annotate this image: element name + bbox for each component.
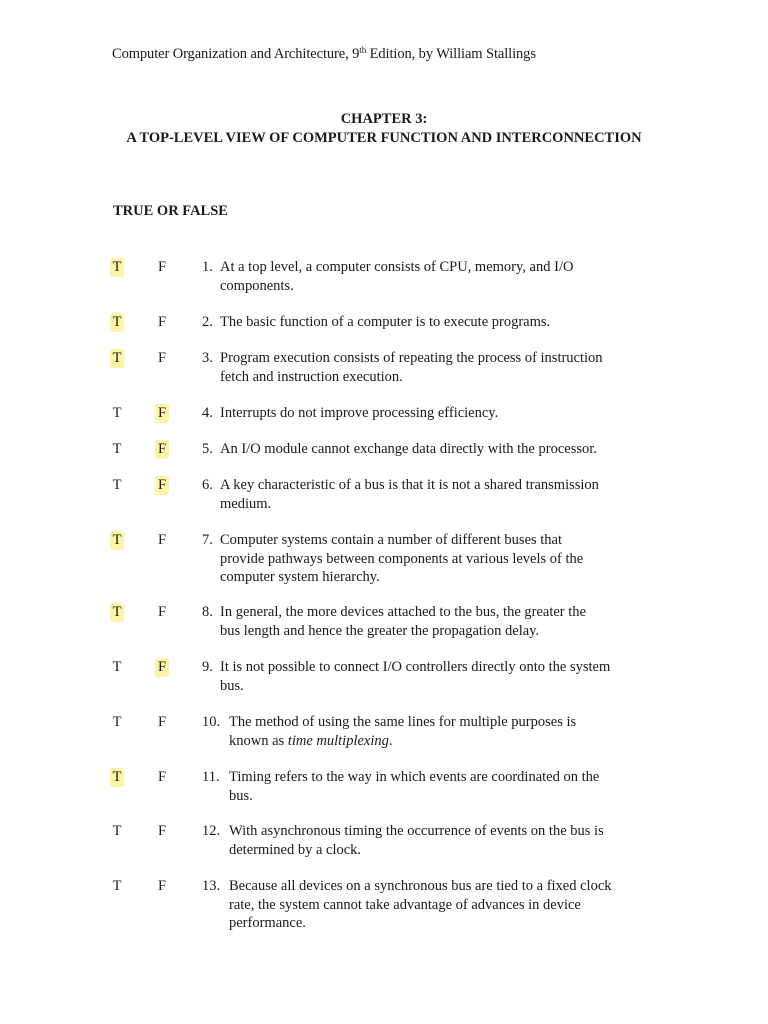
question-text [220, 313, 660, 332]
question-line-text: Timing refers to the way in which events are coordinated on the [229, 769, 600, 785]
question-line [220, 677, 660, 696]
chapter-number: CHAPTER 3: [340, 111, 428, 127]
question-line-text: rate, the system cannot take advantage of advances in device [229, 896, 581, 913]
question-line-text: Interrupts do not improve processing efficiency. [220, 405, 499, 421]
section-title: TRUE OR FALSE [113, 203, 228, 219]
question-line [220, 568, 660, 587]
question-line-text: bus. [229, 787, 253, 804]
question-line [220, 313, 660, 332]
question-line-text: determined by a clock. [229, 841, 362, 858]
question-line-text: Computer systems contain a number of different buses that [220, 532, 563, 548]
question-line-text: performance. [229, 915, 306, 931]
false-option: F [157, 878, 167, 894]
question-line [220, 658, 660, 677]
question-line [229, 896, 661, 915]
true-option: T [112, 714, 122, 730]
question-number: 12. [202, 823, 221, 839]
true-option: T [110, 531, 124, 550]
question-number: 8. [202, 604, 213, 620]
question-line [229, 768, 661, 787]
running-head [112, 46, 536, 63]
running-head-superscript: th [359, 45, 367, 55]
true-option: T [112, 823, 122, 839]
question-line-text: A key characteristic of a bus is that it is not a shared transmission [220, 477, 599, 493]
true-option: T [110, 349, 124, 368]
question-line-text: medium. [220, 495, 272, 512]
trailing-punctuation: . [388, 732, 393, 749]
false-option: F [155, 404, 169, 423]
false-option: F [157, 823, 167, 839]
false-option: F [157, 604, 167, 620]
question-number: 13. [202, 878, 221, 894]
question-text [220, 258, 660, 295]
question-text [220, 603, 660, 640]
true-option: T [110, 768, 124, 787]
question-line [229, 732, 661, 751]
question-text [220, 404, 660, 423]
question-line [229, 822, 661, 841]
false-option: F [157, 350, 167, 366]
running-head-text: Computer Organization and Architecture, 9 [112, 46, 360, 62]
question-line [220, 531, 660, 550]
question-text [229, 877, 661, 933]
true-option: T [112, 878, 122, 894]
question-line [220, 550, 660, 569]
question-line-text: components. [220, 277, 294, 294]
question-line [220, 349, 660, 368]
running-head-rest: Edition, by William Stallings [366, 46, 536, 62]
false-option: F [157, 714, 167, 730]
question-line-text: Program execution consists of repeating the process of instruction [220, 350, 603, 366]
question-text [229, 822, 661, 859]
question-line-text: fetch and instruction execution. [220, 368, 403, 385]
question-number: 7. [202, 532, 213, 548]
false-option: F [157, 259, 167, 275]
question-number: 1. [202, 259, 213, 275]
question-line [220, 404, 660, 423]
chapter-title: A TOP-LEVEL VIEW OF COMPUTER FUNCTION AND INTERCONNECTION [126, 130, 642, 146]
question-number: 6. [202, 477, 213, 493]
false-option: F [155, 440, 169, 459]
italic-term: time multiplexing [287, 732, 389, 749]
false-option: F [157, 769, 167, 785]
question-line [220, 258, 660, 277]
question-line [229, 877, 661, 896]
question-line [229, 713, 661, 732]
question-line-text: The method of using the same lines for multiple purposes is [229, 714, 577, 730]
question-text [220, 531, 660, 587]
question-line-text: computer system hierarchy. [220, 569, 380, 585]
question-text [220, 349, 660, 386]
question-line-text: Because all devices on a synchronous bus are tied to a fixed clock [229, 878, 612, 894]
true-option: T [112, 441, 122, 457]
question-line [220, 603, 660, 622]
question-text [229, 768, 661, 805]
true-option: T [112, 659, 122, 675]
question-number: 9. [202, 659, 213, 675]
question-line [220, 476, 660, 495]
question-line-text: At a top level, a computer consists of CPU, memory, and I/O [220, 259, 574, 275]
question-line-text: provide pathways between components at various levels of the [220, 550, 584, 567]
question-line [220, 277, 660, 296]
question-text [220, 476, 660, 513]
false-option: F [157, 314, 167, 330]
true-option: T [112, 477, 122, 493]
true-option: T [110, 258, 124, 277]
question-line-text: The basic function of a computer is to execute programs. [220, 314, 551, 330]
question-line [220, 440, 660, 459]
question-line [229, 841, 661, 860]
false-option: F [155, 476, 169, 495]
question-line-text: An I/O module cannot exchange data directly with the processor. [220, 441, 597, 457]
question-line-text: bus length and hence the greater the propagation delay. [220, 622, 540, 639]
question-number: 11. [202, 769, 220, 785]
question-number: 10. [202, 714, 221, 730]
question-line-text: It is not possible to connect I/O controllers directly onto the system [220, 659, 611, 675]
question-line-text: bus. [220, 677, 244, 694]
question-number: 4. [202, 405, 213, 421]
true-option: T [110, 313, 124, 332]
question-number: 2. [202, 314, 213, 330]
true-option: T [112, 405, 122, 421]
question-text [220, 440, 660, 459]
false-option: F [155, 658, 169, 677]
question-text [229, 713, 661, 750]
question-line [229, 914, 661, 933]
question-number: 5. [202, 441, 213, 457]
question-line [220, 622, 660, 641]
question-line [220, 495, 660, 514]
question-line-text: known as [229, 732, 288, 749]
question-text [220, 658, 660, 695]
question-line [220, 368, 660, 387]
question-line-text: With asynchronous timing the occurrence of events on the bus is [229, 823, 604, 839]
question-line [229, 787, 661, 806]
question-line-text: In general, the more devices attached to the bus, the greater the [220, 604, 586, 620]
false-option: F [157, 532, 167, 548]
question-number: 3. [202, 350, 213, 366]
true-option: T [110, 603, 124, 622]
